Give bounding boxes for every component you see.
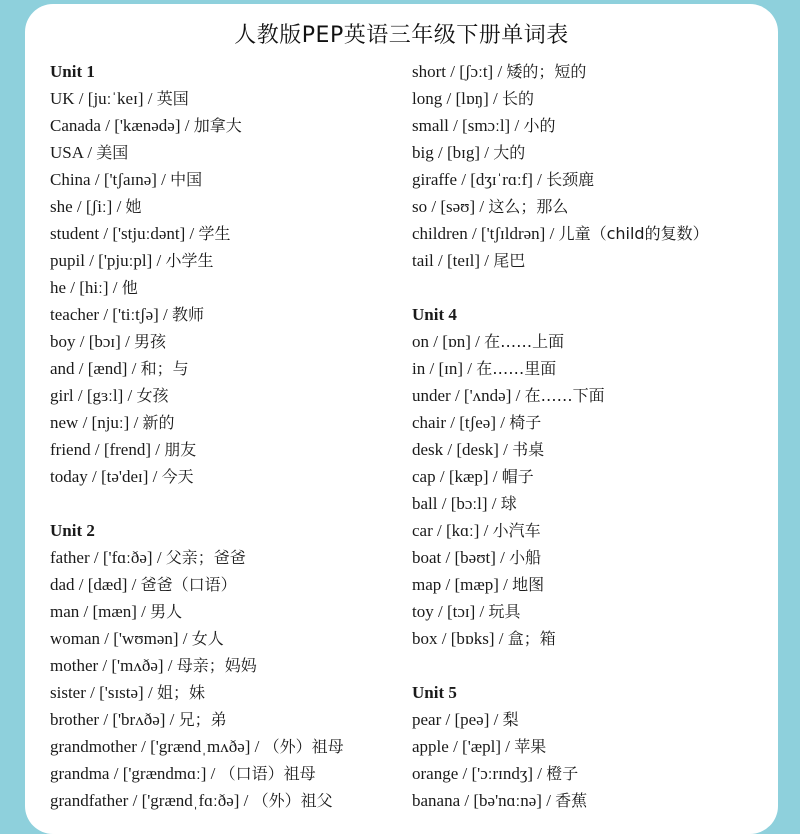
word-chinese: 和；与 — [140, 359, 189, 378]
right-column — [412, 58, 778, 814]
word-chinese: 女孩 — [136, 386, 169, 405]
word-chinese: 男人 — [150, 602, 183, 621]
word-entry — [50, 760, 420, 787]
word-entry — [412, 787, 778, 814]
word-english: map / [mæp] / — [412, 575, 513, 594]
word-entry — [412, 166, 778, 193]
word-entry — [412, 760, 778, 787]
word-english: giraffe / [dʒɪˈrɑːf] / — [412, 170, 547, 189]
word-entry — [50, 301, 420, 328]
word-entry — [412, 355, 778, 382]
word-chinese: 教师 — [172, 305, 205, 324]
word-entry — [50, 112, 420, 139]
word-chinese: 大的 — [493, 143, 526, 162]
word-chinese: 英国 — [156, 89, 189, 108]
word-english: small / [smɔːl] / — [412, 116, 524, 135]
word-entry — [412, 139, 778, 166]
word-english: long / [lɒŋ] / — [412, 89, 503, 108]
word-chinese: 这么；那么 — [488, 197, 569, 216]
word-list-sheet — [25, 4, 778, 834]
word-english: teacher / ['tiːtʃə] / — [50, 305, 172, 324]
word-english: he / [hiː] / — [50, 278, 122, 297]
unit-1-word-list — [50, 85, 420, 490]
word-entry — [50, 625, 420, 652]
word-entry — [412, 58, 778, 85]
word-english: sister / ['sɪstə] / — [50, 683, 157, 702]
word-chinese: 母亲；妈妈 — [176, 656, 257, 675]
word-entry — [50, 139, 420, 166]
word-english: so / [səʊ] / — [412, 197, 489, 216]
left-column — [50, 58, 420, 814]
word-chinese: 梨 — [502, 710, 519, 729]
word-chinese: 加拿大 — [193, 116, 242, 135]
word-english: Canada / ['kænədə] / — [50, 116, 194, 135]
page-title: 人教版PEP英语三年级下册单词表 — [234, 23, 569, 48]
word-english: student / ['stjuːdənt] / — [50, 224, 199, 243]
word-english: grandma / ['grændmɑː] / — [50, 764, 220, 783]
word-chinese: 爸爸（口语） — [140, 575, 237, 594]
word-chinese: 新的 — [142, 413, 175, 432]
word-entry — [412, 247, 778, 274]
word-entry — [50, 247, 420, 274]
word-entry — [50, 166, 420, 193]
word-chinese: 长的 — [502, 89, 535, 108]
word-entry — [50, 409, 420, 436]
word-chinese: 长颈鹿 — [546, 170, 595, 189]
word-english: man / [mæn] / — [50, 602, 151, 621]
word-chinese: （口语）祖母 — [219, 764, 316, 783]
word-entry — [412, 193, 778, 220]
word-entry — [50, 193, 420, 220]
section-gap — [412, 274, 778, 301]
word-entry — [50, 544, 420, 571]
word-english: today / [tə'deɪ] / — [50, 467, 162, 486]
word-entry — [50, 679, 420, 706]
word-english: boy / [bɔɪ] / — [50, 332, 135, 351]
word-english: woman / ['wʊmən] / — [50, 629, 192, 648]
word-english: pear / [peə] / — [412, 710, 503, 729]
word-english: pupil / ['pjuːpl] / — [50, 251, 166, 270]
word-chinese: 在……下面 — [524, 386, 605, 405]
word-entry — [50, 598, 420, 625]
word-english: China / ['tʃaɪnə] / — [50, 170, 171, 189]
word-entry — [412, 733, 778, 760]
word-chinese: 兄；弟 — [178, 710, 227, 729]
word-english: and / [ænd] / — [50, 359, 141, 378]
word-english: toy / [tɔɪ] / — [412, 602, 489, 621]
word-chinese: 盒；箱 — [507, 629, 556, 648]
word-english: big / [bɪg] / — [412, 143, 494, 162]
word-english: short / [ʃɔːt] / — [412, 62, 507, 81]
word-english: father / ['fɑːðə] / — [50, 548, 166, 567]
word-entry — [412, 220, 778, 247]
word-chinese: 今天 — [161, 467, 194, 486]
word-english: under / ['ʌndə] / — [412, 386, 525, 405]
word-chinese: 球 — [500, 494, 517, 513]
word-entry — [50, 652, 420, 679]
word-entry — [50, 382, 420, 409]
word-chinese: 矮的；短的 — [506, 62, 587, 81]
word-chinese: 在……上面 — [484, 332, 565, 351]
unit-heading-4: Unit 4 — [412, 305, 457, 324]
word-entry — [50, 787, 420, 814]
word-chinese: 小船 — [509, 548, 542, 567]
word-entry — [50, 328, 420, 355]
word-entry — [50, 463, 420, 490]
word-english: grandmother / ['grændˌmʌðə] / — [50, 737, 264, 756]
word-chinese: 父亲；爸爸 — [165, 548, 246, 567]
word-entry — [412, 544, 778, 571]
word-english: brother / ['brʌðə] / — [50, 710, 179, 729]
unit-3-word-list — [412, 58, 778, 274]
section-gap — [412, 652, 778, 679]
word-entry — [412, 517, 778, 544]
word-english: on / [ɒn] / — [412, 332, 485, 351]
word-english: apple / ['æpl] / — [412, 737, 515, 756]
word-entry — [412, 598, 778, 625]
word-entry — [50, 355, 420, 382]
word-entry — [412, 571, 778, 598]
word-chinese: 男孩 — [134, 332, 167, 351]
word-chinese: 小汽车 — [492, 521, 541, 540]
word-chinese: 她 — [125, 197, 142, 216]
word-chinese: 橙子 — [546, 764, 579, 783]
word-english: boat / [bəʊt] / — [412, 548, 510, 567]
word-entry — [412, 463, 778, 490]
unit-heading-5: Unit 5 — [412, 683, 457, 702]
word-english: dad / [dæd] / — [50, 575, 141, 594]
word-chinese: 尾巴 — [493, 251, 526, 270]
unit-heading-1: Unit 1 — [50, 62, 95, 81]
word-english: new / [njuː] / — [50, 413, 143, 432]
word-entry — [50, 733, 420, 760]
word-chinese: 玩具 — [488, 602, 521, 621]
word-chinese: 书桌 — [512, 440, 545, 459]
unit-heading-2: Unit 2 — [50, 521, 95, 540]
word-entry — [50, 436, 420, 463]
word-entry — [50, 85, 420, 112]
word-english: friend / [frend] / — [50, 440, 165, 459]
word-entry — [412, 409, 778, 436]
word-english: UK / [juːˈkeɪ] / — [50, 89, 157, 108]
word-english: in / [ɪn] / — [412, 359, 477, 378]
word-english: USA / — [50, 143, 97, 162]
word-entry — [50, 220, 420, 247]
word-english: cap / [kæp] / — [412, 467, 502, 486]
word-entry — [412, 85, 778, 112]
unit-2-word-list — [50, 544, 420, 814]
word-chinese: 姐；妹 — [156, 683, 205, 702]
word-chinese: 女人 — [191, 629, 224, 648]
word-entry — [412, 382, 778, 409]
word-entry — [412, 112, 778, 139]
word-english: children / ['tʃɪldrən] / — [412, 224, 559, 243]
section-gap — [50, 490, 420, 517]
word-chinese: 椅子 — [509, 413, 542, 432]
word-chinese: 苹果 — [514, 737, 547, 756]
word-chinese: 朋友 — [164, 440, 197, 459]
word-english: car / [kɑː] / — [412, 521, 493, 540]
word-chinese: 帽子 — [501, 467, 534, 486]
word-english: orange / ['ɔːrɪndʒ] / — [412, 764, 547, 783]
word-entry — [412, 328, 778, 355]
word-english: girl / [gɜːl] / — [50, 386, 137, 405]
word-english: ball / [bɔːl] / — [412, 494, 501, 513]
word-chinese: 小学生 — [165, 251, 214, 270]
word-entry — [412, 625, 778, 652]
word-chinese: 美国 — [96, 143, 129, 162]
word-chinese: 在……里面 — [476, 359, 557, 378]
word-chinese: 香蕉 — [555, 791, 588, 810]
word-chinese: （外）祖父 — [252, 791, 333, 810]
word-chinese: 小的 — [523, 116, 556, 135]
word-chinese: 地图 — [512, 575, 545, 594]
word-english: chair / [tʃeə] / — [412, 413, 510, 432]
word-chinese: 学生 — [198, 224, 231, 243]
word-entry — [50, 571, 420, 598]
word-english: box / [bɒks] / — [412, 629, 508, 648]
word-entry — [412, 436, 778, 463]
word-chinese: 儿童（child的复数） — [558, 224, 709, 243]
word-english: desk / [desk] / — [412, 440, 513, 459]
unit-4-word-list — [412, 328, 778, 652]
word-entry — [412, 706, 778, 733]
word-english: grandfather / ['grændˌfɑːðə] / — [50, 791, 253, 810]
word-entry — [412, 490, 778, 517]
word-chinese: 中国 — [170, 170, 203, 189]
word-chinese: （外）祖母 — [263, 737, 344, 756]
unit-5-word-list — [412, 706, 778, 814]
word-english: banana / [bə'nɑːnə] / — [412, 791, 556, 810]
word-english: tail / [teɪl] / — [412, 251, 494, 270]
word-entry — [50, 274, 420, 301]
word-english: mother / ['mʌðə] / — [50, 656, 177, 675]
word-chinese: 他 — [121, 278, 138, 297]
word-english: she / [ʃiː] / — [50, 197, 126, 216]
word-entry — [50, 706, 420, 733]
